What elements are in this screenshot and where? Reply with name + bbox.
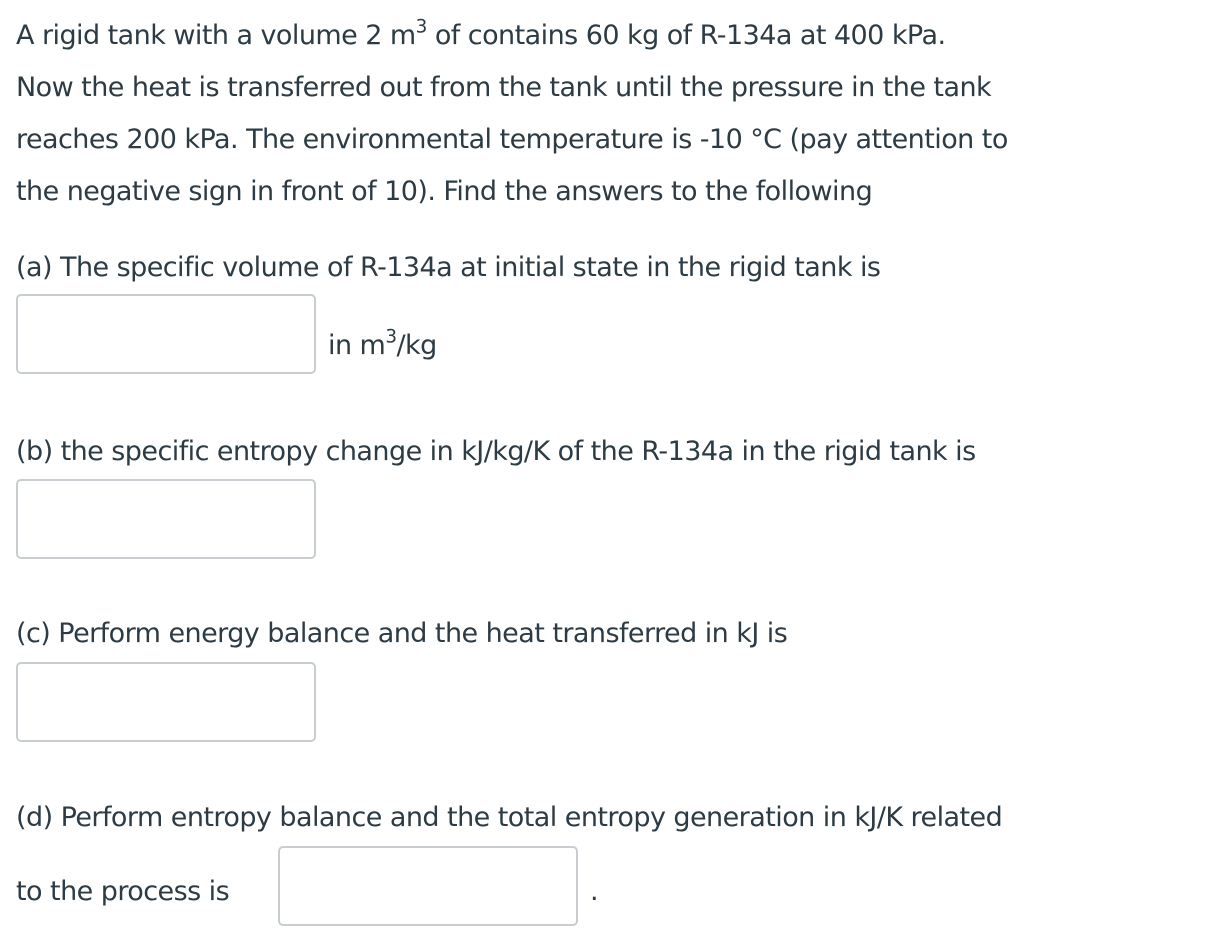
answer-a-input[interactable] <box>16 294 316 374</box>
problem-statement <box>16 10 1201 218</box>
question-c-text: (c) Perform energy balance and the heat transferred in kJ is <box>16 618 788 649</box>
question-b-text: (b) the specific entropy change in kJ/kg/K of the R-134a in the rigid tank is <box>16 436 976 467</box>
answer-d-period: . <box>590 876 599 907</box>
unit-a-text: in m <box>328 330 386 361</box>
answer-a-unit <box>328 328 437 364</box>
problem-line-3: reaches 200 kPa. The environmental temperature is -10 °C (pay attention to <box>16 124 1008 155</box>
answer-b-input[interactable] <box>16 479 316 559</box>
answer-d-input[interactable] <box>278 846 578 926</box>
question-d-text-line-1: (d) Perform entropy balance and the total entropy generation in kJ/K related <box>16 802 1003 833</box>
cubic-superscript: 3 <box>415 16 427 38</box>
answer-c-input[interactable] <box>16 662 316 742</box>
question-page <box>16 10 1201 907</box>
unit-a-superscript: 3 <box>385 326 397 348</box>
problem-line-1 <box>16 10 1201 62</box>
unit-a-rest: /kg <box>396 330 437 361</box>
question-d-text-line-2: to the process is <box>16 876 230 907</box>
question-a-text: (a) The specific volume of R-134a at initial state in the rigid tank is <box>16 252 881 283</box>
problem-line-2: Now the heat is transferred out from the tank until the pressure in the tank <box>16 72 992 103</box>
problem-line-1-rest: of contains 60 kg of R-134a at 400 kPa. <box>426 20 946 51</box>
problem-line-4: the negative sign in front of 10). Find the answers to the following <box>16 176 873 207</box>
problem-line-1-text: A rigid tank with a volume 2 m <box>16 20 416 51</box>
